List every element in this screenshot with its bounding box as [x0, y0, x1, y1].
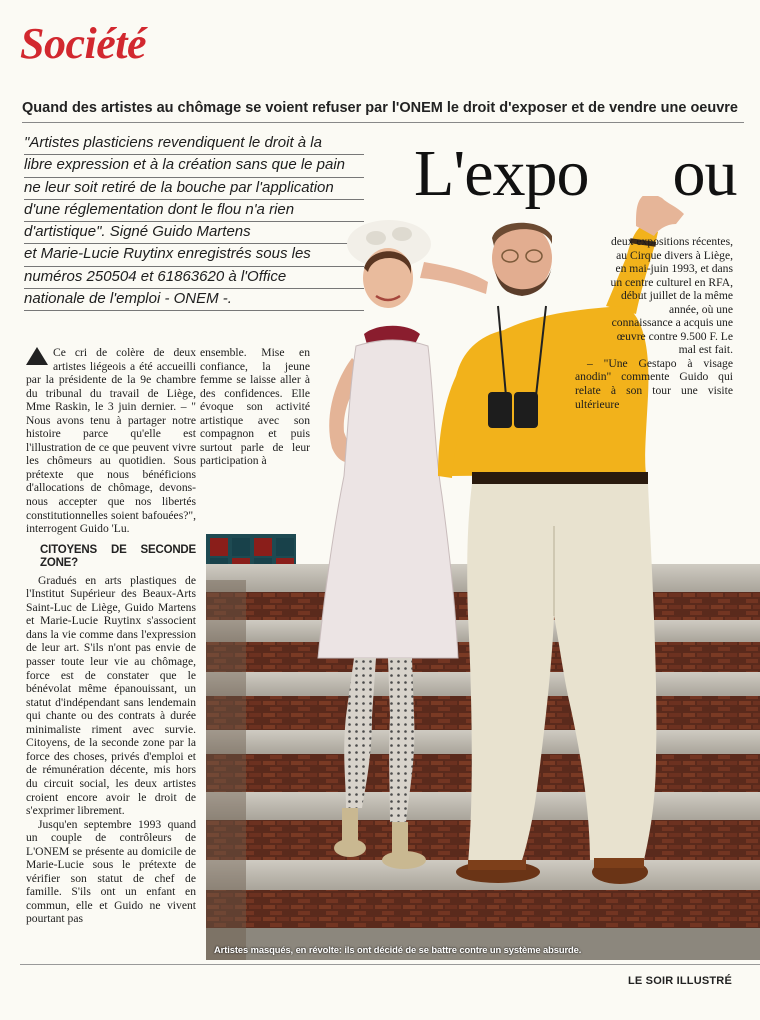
column-3 — [575, 235, 733, 411]
col1-paragraph-3: Jusqu'en septembre 1993 quand un couple de contrôleurs de L'ONEM se présente au domicile de Marie-Lucie sous le prétexte de vérifier son statut de chef de famille. S'ils ont un enfant en commun, elle et Guido ne vivent pourtant pas — [26, 817, 196, 926]
col1-paragraph-2: Gradués en arts plastiques de l'Institut Supérieur des Beaux-Arts Saint-Luc de Liège, Guido Martens et Marie-Lucie Ruytinx s'associent dans la vie comme dans l'expression de leur art. S'ils n'ont pas envie de passer toute leur vie au chômage, force est de constater que le bénévolat même épanouissant, un statut d'indépendant sans lendemain qui chante ou des contrats à durée minimaliste riment avec survie. Citoyens, de la seconde zone par la force des choses, privés d'emploi et de rémunération décente, mis hors du circuit social, les deux artistes croient encore avoir le droit de s'exprimer librement. — [26, 573, 196, 818]
lead-line: d'artistique". Signé Guido Martens — [24, 222, 364, 244]
footer-rule — [20, 964, 760, 965]
lead-line: "Artistes plasticiens revendiquent le droit à la — [24, 133, 364, 155]
headline — [414, 134, 737, 214]
kicker-rule — [22, 122, 744, 123]
lead-line: libre expression et à la création sans que le pain — [24, 155, 364, 177]
photo-caption: Artistes masqués, en révolte: ils ont décidé de se battre contre un système absurde. — [214, 944, 582, 955]
lead-line: nationale de l'emploi - ONEM -. — [24, 289, 364, 311]
subhead: CITOYENS DE SECONDE ZONE? — [40, 543, 196, 570]
col1-paragraph-1: Ce cri de colère de deux artistes liégeois a été accueilli par la présidente de la 9e chambre du tribunal du travail de Liège, Mme Raskin, le 3 juin dernier. – " Nous avons tenu à partager notre histoire parce qu'elle est l'illustration de ce que peuvent vivre les chômeurs au quotidien. Sous prétexte que nous bénéficions d'allocations de chômage, devons-nous accepter que nos libertés constitutionnelles soient bafouées?", interrogent Guido 'Lu. — [26, 346, 196, 536]
headline-right: ou — [672, 137, 737, 210]
kicker: Quand des artistes au chômage se voient refuser par l'ONEM le droit d'exposer et de vendre une oeuvre — [22, 100, 739, 116]
col2-paragraph-1: ensemble. Mise en confiance, la jeune femme se laisse aller à des confidences. Elle évoque son activité artistique avec son compagnon et puis surtout parle de leur participation à — [200, 346, 310, 468]
col3-paragraph-1: deux expositions récentes, au Cirque divers à Liège, en mai-juin 1993, et dans un centre culturel en RFA, début juillet de la même année, où une connaissance a acquis une œuvre contre 9.500 F. Le mal est fait. — [610, 235, 733, 357]
lead-line: ne leur soit retiré de la bouche par l'application — [24, 178, 364, 200]
magazine-footer: LE SOIR ILLUSTRÉ — [627, 975, 732, 987]
section-title: Société — [20, 19, 147, 68]
col3-paragraph-2: – "Une Gestapo à visage anodin" commente Guido qui relate à son tour une visite ultérieure — [575, 356, 733, 411]
triangle-marker-icon — [26, 347, 48, 365]
lead-line: et Marie-Lucie Ruytinx enregistrés sous les — [24, 244, 364, 266]
headline-left: L'expo — [414, 137, 589, 210]
column-2 — [200, 346, 310, 468]
lead-line: d'une réglementation dont le flou n'a rien — [24, 200, 364, 222]
lead-line: numéros 250504 et 61863620 à l'Office — [24, 267, 364, 289]
column-1 — [26, 346, 196, 926]
